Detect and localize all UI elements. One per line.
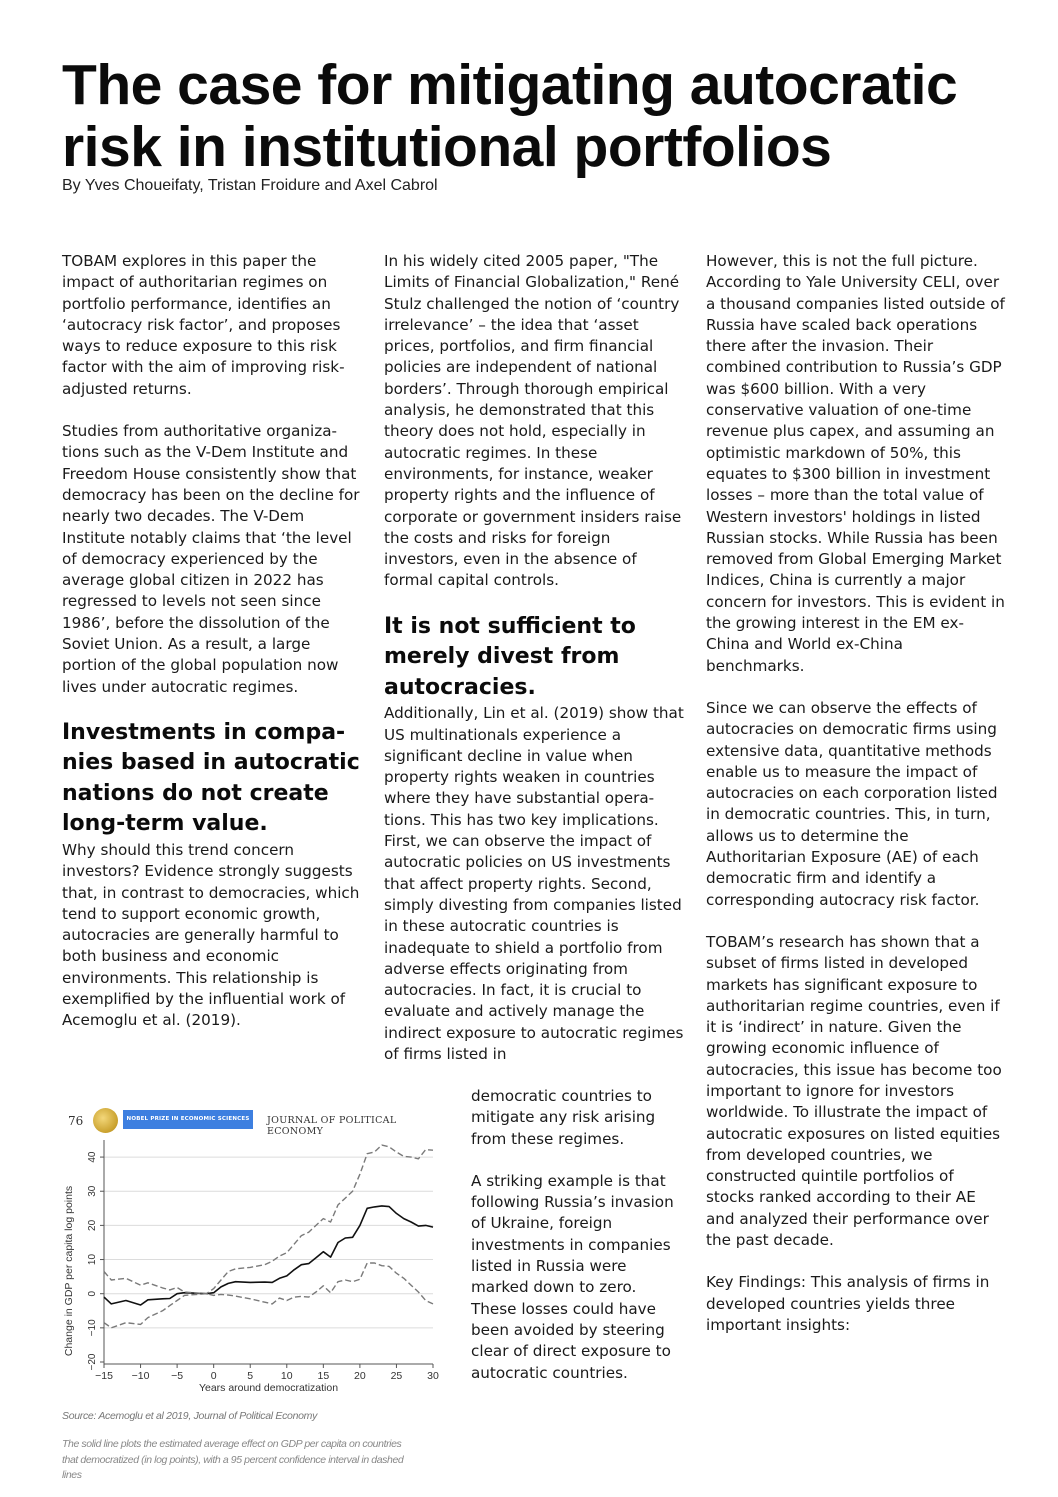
column-1 <box>62 251 362 1032</box>
y-tick-label: −20 <box>87 1353 98 1371</box>
paragraph: TOBAM’s research has shown that a subset of firms listed in developed markets has significant exposure to authoritarian regime countries, even if it is ‘indirect’ in nature. Given the growing economic influence of autocracies, this issue has become too important to ignore for investors worldwide. To illustrate the impact of autocratic exposures on listed equities from developed countries, we constructed quintile portfolios of stocks ranked according to their AE and analyzed their performance over the past decade. <box>706 932 1002 1250</box>
paragraph: Studies from authoritative organizations such as the V-Dem Institute and Freedom House consistently show that democracy has been on the decline for nearly two decades. The V-Dem Institute notably claims that ‘the level of democracy experienced by the average global citizen in 2022 has regressed to levels not seen since 1986’, before the dissolution of the Soviet Union. As a result, a large portion of the global population now lives under autocratic regimes. <box>62 422 360 696</box>
x-tick-label: 5 <box>247 1370 254 1382</box>
column-2 <box>384 251 684 1065</box>
paragraph: Additionally, Lin et al. (2019) show that US multinationals experience a significant decline in value when property rights weaken in countries where they have substantial operations. This has two key implications. First, we can observe the impact of autocratic policies on US investments that affect property rights. Second, simply divesting from companies listed in these autocratic countries is inadequate to shield a portfolio from adverse effects originating from autocracies. In fact, it is crucial to evaluate and actively manage the indirect exposure to autocratic regimes of firms listed in <box>384 704 684 1063</box>
column-3 <box>706 251 1006 1336</box>
y-axis-label: Change in GDP per capita log points <box>63 1185 75 1357</box>
figure-source: Source: Acemoglu et al 2019, Journal of Political Economy <box>62 1410 318 1422</box>
paragraph: Key Findings: This analysis of firms in developed countries yields three important insights: <box>706 1273 990 1334</box>
y-tick-label: 0 <box>87 1290 98 1297</box>
x-tick-label: 20 <box>354 1370 366 1382</box>
x-tick-label: 25 <box>390 1370 403 1382</box>
section-heading: It is not sufficient to merely divest from autocracies. <box>384 613 636 700</box>
page-title: The case for mitigating autocratic risk in institutional portfolios <box>62 53 958 179</box>
paragraph: democratic countries to mitigate any risk arising from these regimes. <box>471 1087 656 1148</box>
x-axis-label: Years around democratization <box>198 1382 339 1394</box>
estimate-line <box>104 1206 433 1305</box>
y-tick-label: 20 <box>87 1219 98 1231</box>
x-tick-label: 30 <box>427 1370 439 1382</box>
paragraph: However, this is not the full picture. According to Yale University CELI, over a thousand companies listed outside of Russia have scaled back operations there after the invasion. Their combined contribution to Russia’s GDP was $600 billion. With a very conservative valuation of one-time revenue plus capex, and assuming an optimistic markdown of 50%, this equates to $300 billion in investment losses – more than the total value of Western investors' holdings in listed Russian stocks. While Russia has been removed from Global Emerging Market Indices, China is currently a major concern for investors. This is evident in the growing interest in the EM ex-China and World ex-China benchmarks. <box>706 252 1005 675</box>
paragraph: Why should this trend concern investors? Evidence strongly suggests that, in contrast to democracies, which tend to support economic growth, autocracies are generally harmful to both business and economic environments. This relationship is exemplified by the influential work of Acemoglu et al. (2019). <box>62 840 360 1030</box>
figure-header <box>60 1108 440 1137</box>
byline: By Yves Choueifaty, Tristan Froidure and Axel Cabrol <box>62 177 438 194</box>
nobel-medal-icon <box>93 1108 118 1133</box>
figure-page-number: 76 <box>68 1114 84 1128</box>
x-tick-label: 10 <box>280 1370 293 1382</box>
paragraph: In his widely cited 2005 paper, "The Limits of Financial Globalization," René Stulz challenged the notion of ‘country irrelevance’ – the idea that ‘asset prices, portfolios, and firm financial policies are independent of national borders’. Through thorough empirical analysis, he demonstrated that this theory does not hold, especially in autocratic regimes. In these environments, for instance, weaker property rights and the influence of corporate or government insiders raise the costs and risks for foreign investors, even in the absence of formal capital controls. <box>384 252 682 590</box>
paragraph: Since we can observe the effects of autocracies on democratic firms using extensive data, quantitative methods enable us to measure the impact of autocracies on each corporation listed in democratic countries. This, in turn, allows us to determine the Authoritarian Exposure (AE) of each democratic firm and identify a corresponding autocracy risk factor. <box>706 698 998 909</box>
y-tick-label: 30 <box>87 1185 98 1197</box>
gdp-democratization-figure <box>60 1108 440 1398</box>
journal-name: JOURNAL OF POLITICAL ECONOMY <box>267 1115 397 1137</box>
paragraph: TOBAM explores in this paper the impact of authoritarian regimes on portfolio performance, identifies an ‘autocracy risk factor’, and proposes ways to reduce exposure to this risk factor with the aim of improving risk-adjusted returns. <box>62 252 345 398</box>
x-tick-label: −5 <box>171 1370 184 1382</box>
x-tick-label: −10 <box>131 1370 150 1382</box>
nobel-badge: NOBEL PRIZE IN ECONOMIC SCIENCES <box>123 1110 253 1129</box>
y-tick-label: 10 <box>87 1253 98 1266</box>
column-2-continued <box>471 1086 686 1384</box>
y-tick-label: 40 <box>87 1151 98 1163</box>
x-tick-label: 15 <box>317 1370 330 1382</box>
paragraph: A striking example is that following Russia’s invasion of Ukraine, foreign investments in companies listed in Russia were marked down to zero. These losses could have been avoided by steering clear of direct exposure to autocratic countries. <box>471 1171 674 1382</box>
confidence-interval-line <box>104 1263 433 1328</box>
line-chart <box>60 1134 440 1398</box>
figure-caption: The solid line plots the estimated average effect on GDP per capita on countries that democratized (in log points), with a 95 percent confidence interval in dashed lines <box>62 1438 404 1481</box>
confidence-interval-line <box>104 1145 433 1294</box>
section-heading: Investments in companies based in autocratic nations do not create long-term value. <box>62 719 360 837</box>
x-tick-label: −15 <box>95 1370 113 1382</box>
x-tick-label: 0 <box>210 1370 217 1382</box>
y-tick-label: −10 <box>87 1319 98 1337</box>
